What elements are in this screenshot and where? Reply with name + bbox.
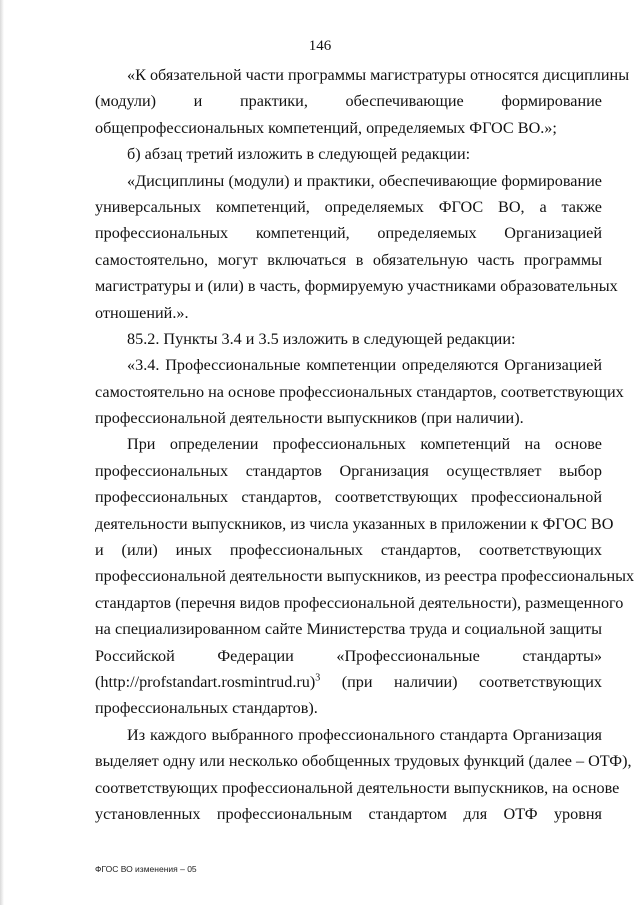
text-line-content: профессиональных стандартов).: [95, 699, 318, 718]
text-line-content: При определении профессиональных компетенций на основе: [127, 435, 602, 454]
text-line: [95, 590, 624, 616]
text-line: [95, 484, 602, 510]
text-line-content: «Дисциплины (модули) и практики, обеспечивающие формирование: [127, 171, 602, 190]
text-line: [95, 220, 602, 246]
text-line-content: Из каждого выбранного профессионального стандарта Организация: [127, 725, 602, 744]
text-line-content: универсальных компетенций, определяемых ФГОС ВО, а также: [95, 197, 602, 216]
text-line-content: общепрофессиональных компетенций, определяемых ФГОС ВО.»;: [95, 118, 557, 137]
text-line: [95, 748, 632, 774]
page-number: 146: [308, 38, 332, 54]
text-line-content: профессиональных стандартов Организация осуществляет выбор: [95, 461, 602, 480]
text-line-content: профессиональной деятельности выпускников (при наличии).: [95, 409, 524, 428]
text-line-content: установленных профессиональным стандартом для ОТФ уровня: [95, 804, 602, 823]
text-line-content: деятельности выпускников, из числа указанных в приложении к ФГОС ВО: [95, 514, 614, 533]
text-line-content: (http://profstandart.rosmintrud.ru): [95, 672, 316, 691]
text-line: [95, 168, 602, 194]
text-line-content: 85.2. Пункты 3.4 и 3.5 изложить в следующей редакции:: [127, 329, 516, 348]
text-line: [95, 775, 620, 801]
text-line-content: магистратуры и (или) в часть, формируемую участниками образовательных: [95, 277, 618, 296]
text-line: [95, 563, 635, 589]
text-line-content: б) абзац третий изложить в следующей редакции:: [127, 145, 471, 164]
text-line-content: отношений.».: [95, 303, 189, 322]
text-line: [95, 695, 602, 721]
text-line: [95, 194, 602, 220]
text-line-content: профессиональных компетенций, определяемых Организацией: [95, 224, 602, 243]
text-line-content: профессиональной деятельности выпускников, из реестра профессиональных: [95, 567, 635, 586]
text-line-content: соответствующих профессиональной деятельности выпускников, на основе: [95, 778, 620, 797]
text-line: [95, 431, 602, 457]
text-line: [95, 300, 602, 326]
footnote-marker: 3: [315, 672, 321, 684]
text-line: [95, 88, 602, 114]
text-line-content: и (или) иных профессиональных стандартов, соответствующих: [95, 541, 602, 560]
text-line: [95, 801, 602, 827]
text-line-content: стандартов (перечня видов профессиональной деятельности), размещенного: [95, 593, 624, 612]
text-line-content: выделяет одну или несколько обобщенных трудовых функций (далее – ОТФ),: [95, 752, 632, 771]
page-edge-shadow: [0, 0, 4, 905]
text-line: [95, 616, 602, 642]
text-line: [95, 62, 630, 88]
text-line: [95, 352, 602, 378]
text-line: [95, 273, 618, 299]
text-line: [95, 537, 602, 563]
text-line: [95, 141, 602, 167]
footer-note: ФГОС ВО изменения – 05: [95, 864, 197, 874]
text-line-content: (модули) и практики, обеспечивающие формирование: [95, 92, 602, 111]
text-line-content: Российской Федерации «Профессиональные стандарты»: [95, 646, 602, 665]
text-line-content: профессиональных стандартов, соответствующих профессиональной: [95, 488, 602, 507]
text-line: [95, 643, 602, 669]
text-line-content: самостоятельно, могут включаться в обязательную часть программы: [95, 250, 602, 269]
text-line-content: «К обязательной части программы магистратуры относятся дисциплины: [127, 66, 630, 84]
text-line-tail: (при наличии) соответствующих: [320, 672, 602, 691]
text-line: [95, 379, 624, 405]
text-line: [95, 247, 602, 273]
text-line-content: «3.4. Профессиональные компетенции определяются Организацией: [127, 356, 602, 375]
text-line: [95, 458, 602, 484]
text-line: [95, 511, 614, 537]
text-line: [95, 115, 602, 141]
text-line: [95, 722, 602, 748]
text-line-content: на специализированном сайте Министерства труда и социальной защиты: [95, 620, 602, 639]
text-line: [95, 326, 602, 352]
text-line-content: самостоятельно на основе профессиональных стандартов, соответствующих: [95, 382, 624, 401]
text-line: [95, 405, 602, 431]
text-line: [95, 669, 602, 695]
body-text: [95, 62, 635, 827]
